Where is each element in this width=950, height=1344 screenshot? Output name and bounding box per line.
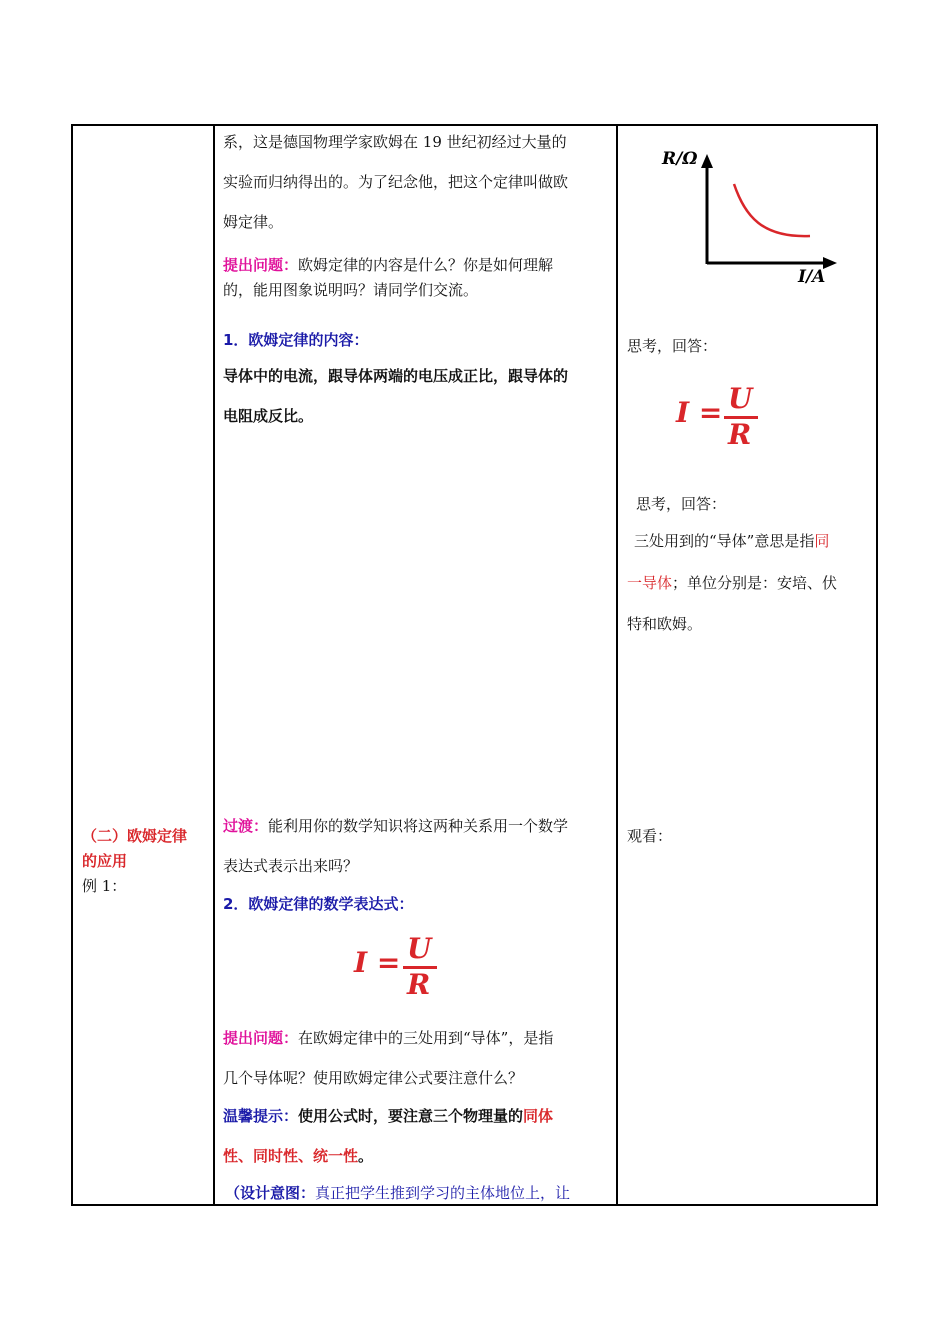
- question-1-line2: 的，能用图象说明吗？请同学们交流。: [223, 281, 479, 299]
- design-intent-line: [225, 1183, 570, 1203]
- tip-text: 使用公式时，要注意三个物理量的: [298, 1107, 524, 1125]
- y-axis-arrow: [701, 154, 713, 168]
- section-heading-line2: 的应用: [82, 852, 128, 870]
- formula-lhs: I =: [676, 396, 723, 429]
- tip-highlight: 性、同时性、统一性: [223, 1147, 359, 1165]
- law-statement-line1: 导体中的电流，跟导体两端的电压成正比，跟导体的: [223, 367, 569, 385]
- formula-numerator: U: [728, 382, 753, 415]
- subheading-formula: 2．欧姆定律的数学表达式：: [223, 895, 414, 913]
- column-divider-2: [616, 124, 618, 1206]
- ohm-formula: [354, 932, 444, 1006]
- ohm-formula-right: [676, 382, 766, 456]
- paragraph-line: 系，这是德国物理学家欧姆在 19 世纪初经过大量的: [223, 133, 567, 151]
- answer-line2: [627, 573, 837, 593]
- law-statement-line2: 电阻成反比。: [223, 407, 314, 425]
- graph-curve: [734, 184, 810, 236]
- question-text: 欧姆定律的内容是什么？你是如何理解: [298, 256, 554, 274]
- design-open: （: [225, 1184, 241, 1202]
- column-divider-1: [213, 124, 215, 1206]
- question-label: 提出问题：: [223, 1029, 299, 1047]
- transition-line1: [223, 816, 568, 836]
- formula-denominator: R: [728, 418, 752, 451]
- answer-text: 三处用到的“导体”意思是指: [634, 532, 815, 550]
- formula-lhs: I =: [354, 946, 401, 979]
- answer-line1: [634, 531, 829, 551]
- question-2-line1: [223, 1028, 553, 1048]
- transition-text: 能利用你的数学知识将这两种关系用一个数学: [268, 817, 569, 835]
- think-answer-2: 思考，回答：: [636, 495, 727, 513]
- tip-highlight: 同体: [523, 1107, 554, 1125]
- watch-label: 观看：: [627, 827, 673, 845]
- subheading-law-content: 1．欧姆定律的内容：: [223, 331, 369, 349]
- design-text: 真正把学生推到学习的主体地位上，让: [315, 1184, 571, 1202]
- answer-highlight: 同: [814, 532, 830, 550]
- answer-text: ；单位分别是：安培、伏: [672, 574, 838, 592]
- graph-x-label: I/A: [798, 267, 826, 287]
- transition-label: 过渡：: [223, 817, 269, 835]
- formula-numerator: U: [407, 932, 432, 965]
- paragraph-line: 实验而归纳得出的。为了纪念他，把这个定律叫做欧: [223, 173, 569, 191]
- tip-end: 。: [358, 1147, 374, 1165]
- section-heading-line1: （二）欧姆定律: [82, 827, 188, 845]
- paragraph-line: 姆定律。: [223, 213, 284, 231]
- question-label: 提出问题：: [223, 256, 299, 274]
- design-label: 设计意图：: [240, 1184, 316, 1202]
- resistance-current-graph: [650, 136, 850, 291]
- formula-denominator: R: [407, 968, 431, 1001]
- tip-line2: [223, 1146, 373, 1166]
- example-label: 例 1：: [82, 877, 127, 895]
- think-answer-1: 思考，回答：: [627, 337, 718, 355]
- question-text: 在欧姆定律中的三处用到“导体”，是指: [298, 1029, 554, 1047]
- question-2-line2: 几个导体呢？使用欧姆定律公式要注意什么？: [223, 1069, 524, 1087]
- answer-highlight: 一导体: [627, 574, 673, 592]
- tip-line1: [223, 1106, 553, 1126]
- transition-line2: 表达式表示出来吗？: [223, 857, 359, 875]
- question-1-line1: [223, 255, 553, 275]
- graph-y-label: R/Ω: [662, 149, 698, 169]
- tip-label: 温馨提示：: [223, 1107, 299, 1125]
- answer-line3: 特和欧姆。: [627, 615, 703, 633]
